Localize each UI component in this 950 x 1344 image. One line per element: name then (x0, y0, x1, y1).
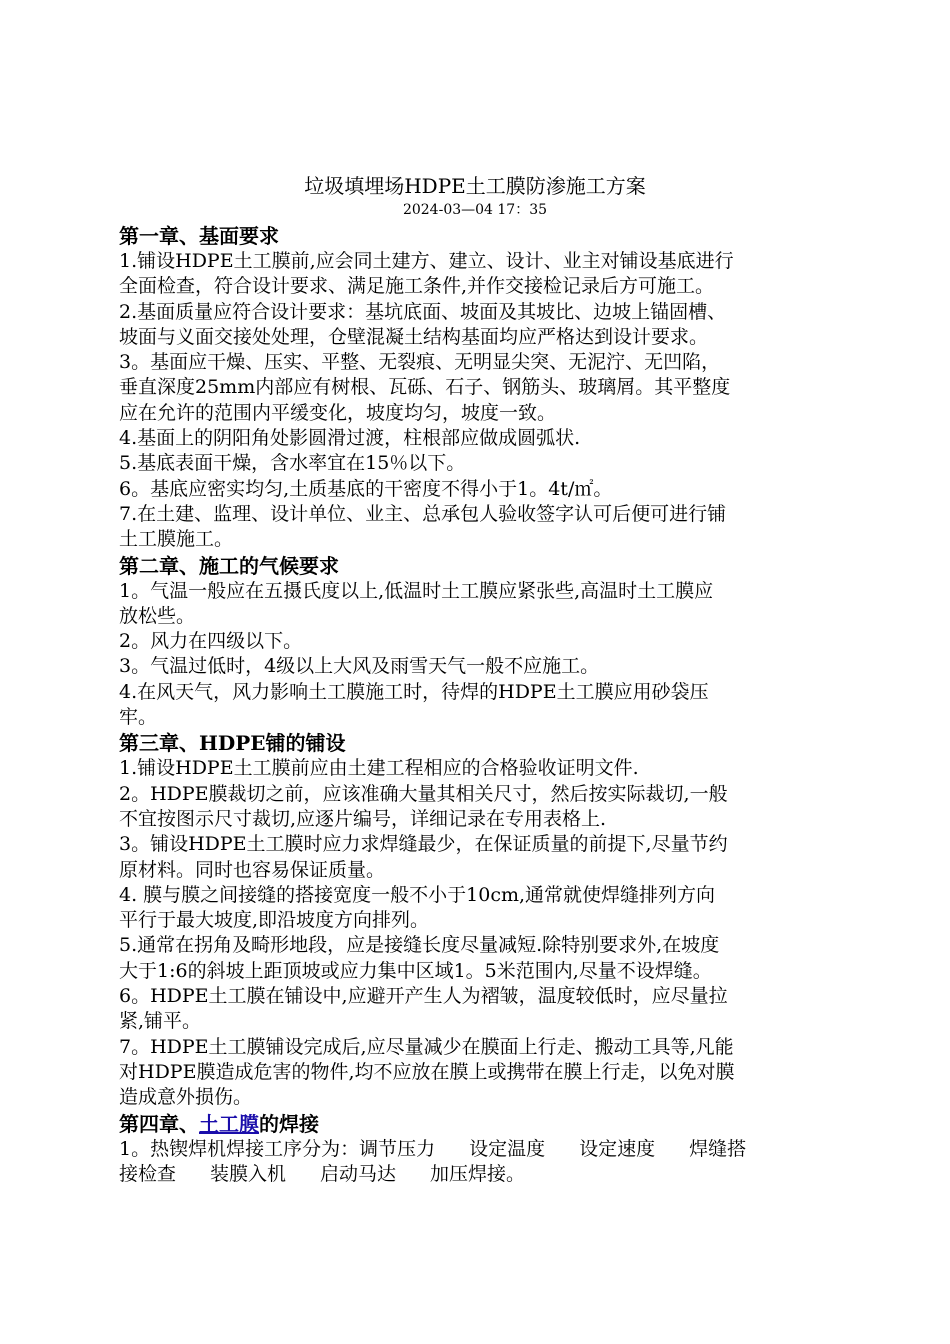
paragraph-line: 7.在土建、监理、设计单位、业主、总承包人验收签字认可后便可进行铺 (119, 502, 727, 525)
paragraph-line: 2。HDPE膜裁切之前，应该准确大量其相关尺寸，然后按实际裁切,一般 (119, 782, 728, 805)
chapter-4-heading-suffix: 的焊接 (259, 1111, 319, 1136)
welding-steps-line-2 (119, 1162, 839, 1187)
paragraph-line: 应在允许的范围内平缓变化，坡度均匀，坡度一致。 (119, 401, 557, 424)
paragraph-line: 3。基面应干燥、压实、平整、无裂痕、无明显尖突、无泥泞、无凹陷， (119, 351, 721, 374)
paragraph-line: 5.基底表面干燥，含水率宜在15％以下。 (119, 452, 466, 475)
paragraph-line: 平行于最大坡度,即沿坡度方向排列。 (119, 909, 430, 932)
paragraph-line: 6。HDPE土工膜在铺设中,应避开产生人为褶皱，温度较低时，应尽量拉 (119, 985, 728, 1008)
paragraph-line: 坡面与义面交接处处理，仓壁混凝土结构基面均应严格达到设计要求。 (119, 325, 709, 348)
welding-step: 启动马达 (320, 1162, 397, 1185)
chapter-1-heading: 第一章、基面要求 (119, 224, 279, 248)
welding-step: 设定温度 (469, 1137, 546, 1160)
paragraph-line: 1.铺设HDPE土工膜前应由土建工程相应的合格验收证明文件. (119, 757, 639, 780)
document-title: 垃圾填埋场HDPE土工膜防渗施工方案 (304, 174, 646, 198)
paragraph-line: 垂直深度25mm内部应有树根、瓦砾、石子、钢筋头、玻璃屑。其平整度 (119, 376, 731, 399)
paragraph-line: 7。HDPE土工膜铺设完成后,应尽量减少在膜面上行走、搬动工具等,凡能 (119, 1035, 734, 1058)
chapter-3-heading: 第三章、HDPE铺的铺设 (119, 731, 346, 756)
geomembrane-link[interactable]: 土工膜 (199, 1111, 259, 1136)
paragraph-line: 2.基面质量应符合设计要求：基坑底面、坡面及其坡比、边坡上锚固槽、 (119, 300, 727, 323)
welding-step: 1。热锲焊机焊接工序分为：调节压力 (119, 1137, 436, 1160)
paragraph-line: 3。气温过低时，4级以上大风及雨雪天气一般不应施工。 (119, 655, 600, 678)
paragraph-line: 全面检查，符合设计要求、满足施工条件,并作交接检记录后方可施工。 (119, 275, 715, 298)
paragraph-line: 原材料。同时也容易保证质量。 (119, 858, 386, 881)
paragraph-line: 大于1:6的斜坡上距顶坡或应力集中区域1。5米范围内,尽量不设焊缝。 (119, 959, 712, 982)
welding-step: 接检查 (119, 1162, 177, 1185)
welding-step: 装膜入机 (210, 1162, 287, 1185)
paragraph-line: 放松些。 (119, 604, 196, 627)
paragraph-line: 2。风力在四级以下。 (119, 630, 303, 653)
paragraph-line: 3。铺设HDPE土工膜时应力求焊缝最少，在保证质量的前提下,尽量节约 (119, 833, 728, 856)
paragraph-line: 1。气温一般应在五摄氏度以上,低温时土工膜应紧张些,高温时土工膜应 (119, 579, 714, 602)
welding-step: 焊缝搭 (689, 1137, 747, 1160)
paragraph-line: 4.基面上的阴阳角处影圆滑过渡，柱根部应做成圆弧状. (119, 427, 581, 450)
chapter-4-heading (119, 1111, 839, 1137)
document-body (119, 223, 839, 1187)
paragraph-line: 牢。 (119, 706, 158, 729)
document-date: 2024-03—04 17：35 (402, 202, 548, 218)
paragraph-line: 对HDPE膜造成危害的物件,均不应放在膜上或携带在膜上行走，以免对膜 (119, 1060, 735, 1083)
chapter-2-heading: 第二章、施工的气候要求 (119, 553, 339, 578)
paragraph-line: 6。基底应密实均匀,土质基底的干密度不得小于1。4t/㎡。 (119, 477, 613, 500)
welding-step: 加压焊接。 (430, 1162, 526, 1185)
paragraph-line: 4.在风天气，风力影响土工膜施工时，待焊的HDPE土工膜应用砂袋压 (119, 680, 709, 703)
paragraph-line: 紧,铺平。 (119, 1010, 202, 1033)
welding-step: 设定速度 (579, 1137, 656, 1160)
paragraph-line: 不宜按图示尺寸裁切,应逐片编号，详细记录在专用表格上. (119, 807, 607, 830)
paragraph-line: 1.铺设HDPE土工膜前,应会同土建方、建立、设计、业主对铺设基底进行 (119, 250, 734, 272)
paragraph-line: 5.通常在拐角及畸形地段，应是接缝长度尽量减短.除特别要求外,在坡度 (119, 934, 720, 957)
chapter-4-heading-prefix: 第四章、 (119, 1111, 199, 1136)
paragraph-line: 4. 膜与膜之间接缝的搭接宽度一般不小于10cm,通常就使焊缝排列方向 (119, 883, 716, 906)
paragraph-line: 造成意外损伤。 (119, 1086, 253, 1109)
welding-steps-line-1 (119, 1137, 839, 1162)
paragraph-line: 土工膜施工。 (119, 528, 234, 551)
